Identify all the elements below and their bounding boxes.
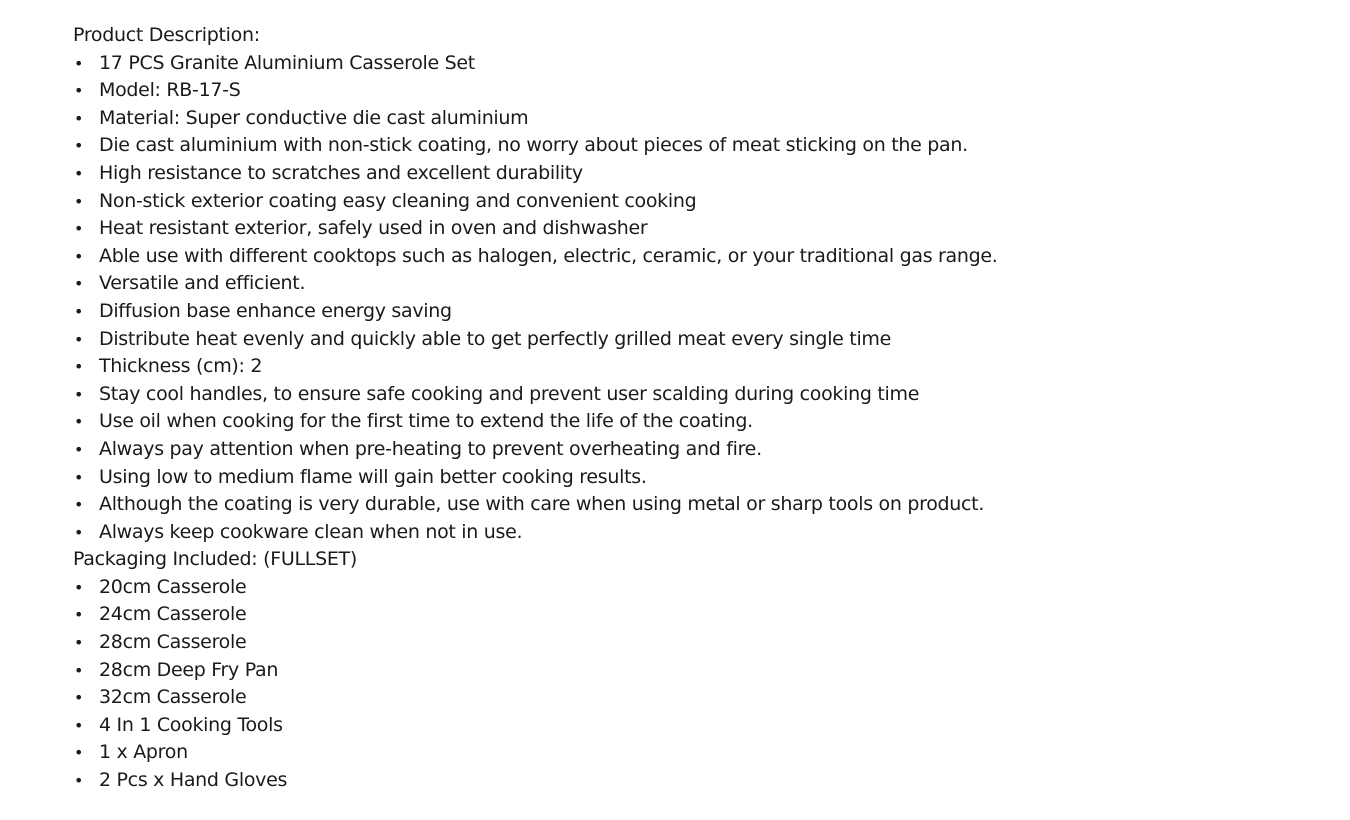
list-item-text: Always keep cookware clean when not in use. [99,520,523,543]
list-item [73,629,1273,657]
list-item [73,105,1273,133]
list-item-text: Thickness (cm): 2 [99,355,263,378]
list-item-text: Versatile and efficient. [99,272,306,295]
bullet-icon: • [74,522,84,542]
list-item [73,767,1273,795]
list-item-text: 4 In 1 Cooking Tools [99,713,283,736]
list-item [73,326,1273,354]
list-item [73,243,1273,271]
product-description-list [73,50,1273,547]
list-item-text: 28cm Deep Fry Pan [99,658,279,681]
list-item [73,160,1273,188]
bullet-icon: • [74,53,84,73]
list-item [73,353,1273,381]
list-item [73,381,1273,409]
list-item-text: Material: Super conductive die cast aluminium [99,106,529,129]
bullet-icon: • [74,163,84,183]
list-item [73,77,1273,105]
list-item-text: 1 x Apron [99,741,188,764]
bullet-icon: • [74,605,84,625]
packaging-heading: Packaging Included: (FULLSET) [73,548,357,571]
list-item [73,50,1273,78]
bullet-icon: • [74,467,84,487]
list-item [73,188,1273,216]
list-item-text: Model: RB-17-S [99,79,241,102]
list-item-text: Always pay attention when pre-heating to prevent overheating and fire. [99,437,762,460]
list-item-text: Using low to medium flame will gain better cooking results. [99,465,647,488]
list-item-text: 24cm Casserole [99,603,247,626]
bullet-icon: • [74,329,84,349]
list-item [73,132,1273,160]
list-item-text: Stay cool handles, to ensure safe cooking and prevent user scalding during cooking time [99,382,920,405]
list-item-text: 17 PCS Granite Aluminium Casserole Set [99,51,475,74]
list-item-text: 20cm Casserole [99,575,247,598]
bullet-icon: • [74,439,84,459]
bullet-icon: • [74,495,84,515]
list-item [73,215,1273,243]
bullet-icon: • [74,384,84,404]
packaging-list [73,574,1273,795]
product-details [73,22,1273,795]
bullet-icon: • [74,412,84,432]
list-item-text: 28cm Casserole [99,631,247,654]
bullet-icon: • [74,688,84,708]
list-item-text: Able use with different cooktops such as halogen, electric, ceramic, or your traditional gas range. [99,244,998,267]
bullet-icon: • [74,108,84,128]
list-item-text: High resistance to scratches and excellent durability [99,161,583,184]
product-description-heading: Product Description: [73,24,260,46]
list-item [73,298,1273,326]
bullet-icon: • [74,301,84,321]
list-item [73,684,1273,712]
list-item-text: Use oil when cooking for the first time to extend the life of the coating. [99,410,753,433]
bullet-icon: • [74,743,84,763]
bullet-icon: • [74,660,84,680]
list-item [73,739,1273,767]
bullet-icon: • [74,771,84,791]
list-item-text: 2 Pcs x Hand Gloves [99,769,288,792]
bullet-icon: • [74,81,84,101]
list-item [73,464,1273,492]
list-item [73,491,1273,519]
list-item [73,574,1273,602]
list-item [73,519,1273,547]
bullet-icon: • [74,633,84,653]
list-item [73,712,1273,740]
list-item-text: Non-stick exterior coating easy cleaning and convenient cooking [99,189,697,212]
bullet-icon: • [74,357,84,377]
list-item [73,436,1273,464]
list-item-text: 32cm Casserole [99,686,247,709]
bullet-icon: • [74,274,84,294]
list-item [73,657,1273,685]
list-item [73,601,1273,629]
bullet-icon: • [74,577,84,597]
list-item-text: Distribute heat evenly and quickly able to get perfectly grilled meat every single time [99,327,892,350]
bullet-icon: • [74,246,84,266]
list-item-text: Heat resistant exterior, safely used in oven and dishwasher [99,217,648,240]
list-item-text: Although the coating is very durable, use with care when using metal or sharp tools on product. [99,493,985,516]
bullet-icon: • [74,136,84,156]
list-item-text: Diffusion base enhance energy saving [99,299,452,322]
list-item-text: Die cast aluminium with non-stick coating, no worry about pieces of meat sticking on the pan. [99,134,968,157]
list-item [73,270,1273,298]
bullet-icon: • [74,715,84,735]
bullet-icon: • [74,219,84,239]
list-item [73,408,1273,436]
bullet-icon: • [74,191,84,211]
